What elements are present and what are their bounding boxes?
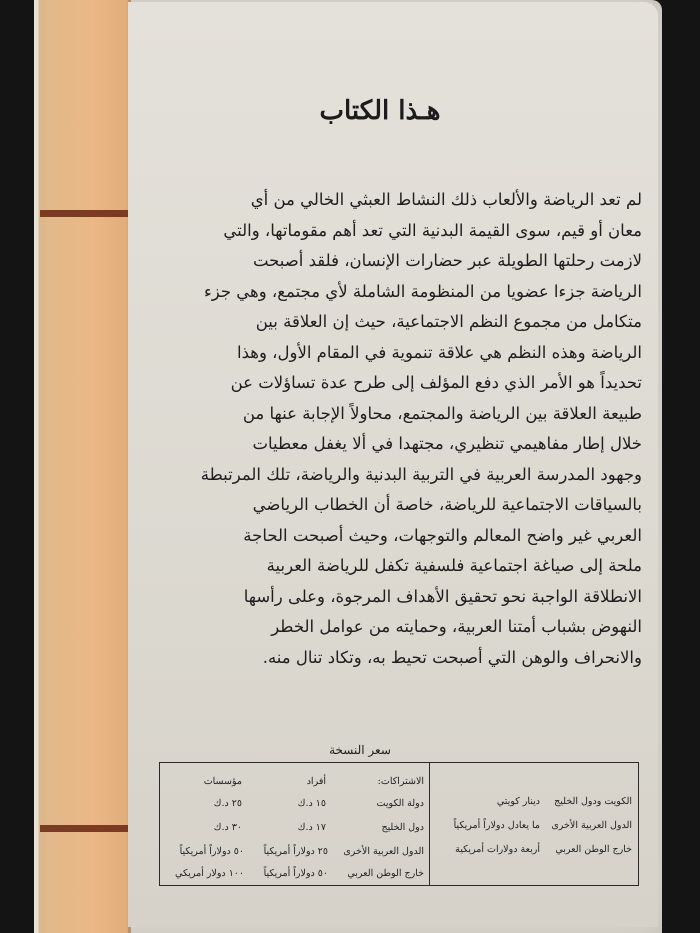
description-line: لازمت رحلتها الطويلة عبر حضارات الإنسان، فلقد أصبحت	[252, 251, 642, 270]
description-line: معان أو قيم، سوى القيمة البدنية التي تعد أهم مقوماتها، والتي	[223, 220, 642, 240]
individual-price: ٥٠ دولاراً أمريكياً	[263, 868, 328, 879]
region-price: ما يعادل دولاراً أمريكياً	[453, 820, 540, 831]
subscription-regions-column	[336, 763, 424, 885]
spine-stripe-upper	[40, 210, 128, 217]
institution-price: ١٠٠ دولار أمريكي	[175, 868, 244, 879]
description-line: النهوض بشباب أمتنا العربية، وحمايته من عوامل الخطر	[271, 617, 642, 636]
book-spine	[34, 0, 130, 933]
institutions-column	[164, 763, 244, 885]
description-line: بالسياقات الاجتماعية للرياضة، خاصة أن الخطاب الرياضي	[252, 495, 642, 514]
description-line: طبيعة العلاقة بين الرياضة والمجتمع، محاولاً الإجابة عنها من	[242, 403, 642, 423]
subscription-region: الدول العربية الأخرى	[343, 846, 424, 857]
region-price: أربعة دولارات أمريكية	[455, 844, 540, 855]
subscriptions-header: الاشتراكات:	[377, 776, 424, 787]
description-line: متكامل من مجموع النظم الاجتماعية، حيث إن العلاقة بين	[255, 312, 642, 331]
description-line: والانحراف والوهن التي أصبحت تحيط به، وتكاد تنال منه.	[262, 647, 642, 667]
price-regions-column	[544, 763, 632, 885]
subscription-region: خارج الوطن العربي	[347, 868, 424, 879]
price-divider	[429, 763, 430, 885]
region-label: الدول العربية الأخرى	[551, 820, 632, 831]
description-line: خلال إطار مفاهيمي تنظيري، مجتهدا في ألا يغفل معطيات	[252, 434, 642, 453]
individuals-header: أفراد	[306, 776, 326, 787]
region-price: دينار كويتي	[496, 796, 540, 807]
description-line: ملحة إلى صياغة اجتماعية فلسفية تكفل للرياضة العربية	[266, 556, 642, 575]
price-title: سعر النسخة	[329, 743, 391, 757]
price-values-column	[440, 763, 540, 885]
description-line: الانطلاقة الواجبة نحو تحقيق الأهداف المرجوة، وعلى رأسها	[243, 586, 642, 606]
book-title: هـذا الكتاب	[319, 96, 441, 126]
region-label: خارج الوطن العربي	[555, 844, 632, 855]
description-line: لم تعد الرياضة والألعاب ذلك النشاط العبثي الخالي من أي	[250, 190, 642, 209]
individual-price: ١٥ د.ك	[297, 798, 326, 809]
institution-price: ٢٥ د.ك	[213, 798, 242, 809]
price-table	[159, 762, 639, 886]
institution-price: ٥٠ دولاراً أمريكياً	[179, 846, 244, 857]
description-line: العربي غير واضح المعالم والتوجهات، وحيث أصبحت الحاجة	[243, 525, 642, 545]
individual-price: ١٧ د.ك	[297, 822, 326, 833]
subscription-region: دول الخليج	[381, 822, 424, 833]
description-line: تحديداً هو الأمر الذي دفع المؤلف إلى طرح عدة تساؤلات عن	[230, 373, 642, 392]
region-label: الكويت ودول الخليج	[554, 796, 632, 807]
individual-price: ٢٥ دولاراً أمريكياً	[263, 846, 328, 857]
institutions-header: مؤسسات	[203, 776, 242, 787]
institution-price: ٣٠ د.ك	[213, 822, 242, 833]
book-description	[148, 185, 642, 673]
spine-stripe-lower	[40, 825, 128, 832]
description-line: الرياضة وهذه النظم هي علاقة تنموية في المقام الأول، وهذا	[237, 342, 642, 362]
description-line: الرياضة جزءا عضويا من المنظومة الشاملة لأي مجتمع، وهي جزء	[203, 281, 642, 301]
subscription-region: دولة الكويت	[376, 798, 424, 809]
description-line: وجهود المدرسة العربية في التربية البدنية والرياضة، تلك المرتبطة	[200, 464, 642, 484]
individuals-column	[250, 763, 328, 885]
